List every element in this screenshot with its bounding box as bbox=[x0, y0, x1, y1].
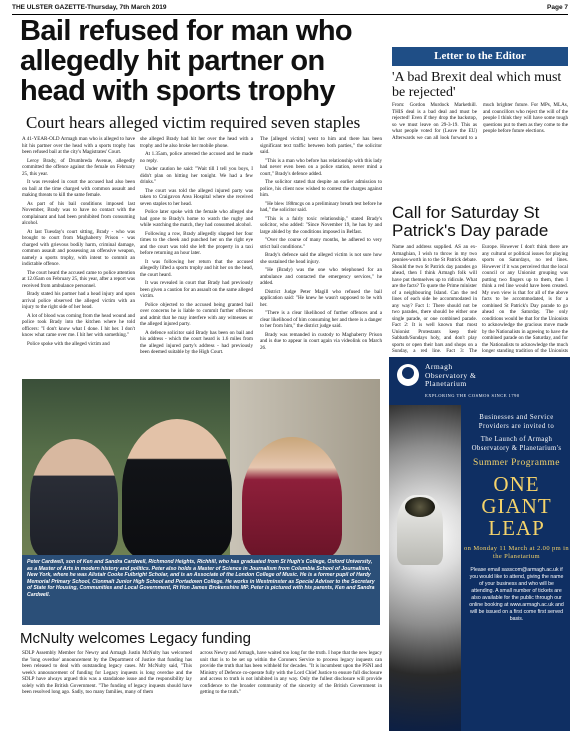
photo-person-father bbox=[30, 439, 118, 555]
advert-header bbox=[389, 357, 570, 405]
mcnulty-column-2 bbox=[200, 650, 382, 734]
advert-summer-programme: Summer Programme bbox=[473, 458, 560, 468]
letter-section-bar: Letter to the Editor bbox=[392, 47, 568, 66]
paragraph: Name and address supplied. AS an ex-Armaghian, I wish to throw in my two pennies-worth in to the St Patrick debate. Should the two St Patrick day parades go ahead, then I think Armagh folk will have put themselves up to ridicule. What are the facts? To quote the Prime minister of a neighbouring Island. Can the red lines of each side be accommodated in any way? Fact 1: There should not be two parades, there should be either one single parade, or one combined parade. Fact 2: It is well known that most Unionist Protestants keep their Sabbath/Sundays holy, and don't play sports or open their bars and shops on a Sunday, a red line. Fact 3: The bbox=[392, 244, 477, 354]
paragraph: District Judge Peter Magill who refused the bail application said: "He knew he wasn't supposed to be with her. bbox=[260, 288, 382, 308]
paragraph: A 41-YEAR-OLD Armagh man who is alleged to have hit his partner over the head with a sports trophy has been refused bail at the city's Magistrates' Court. bbox=[22, 136, 135, 155]
paper-name: THE ULSTER GAZETTE-Thursday, 7th March 2019 bbox=[12, 4, 167, 11]
org-line: Armagh bbox=[425, 362, 453, 371]
paragraph: The [alleged victim] went to him and there has been significant text traffic between both parties," the solicitor said. bbox=[260, 136, 382, 155]
paragraph: The court was told the alleged injured party was taken to Craigavon Area Hospital where she received seven staples to her head. bbox=[140, 187, 253, 207]
planetarium-advert bbox=[389, 357, 570, 731]
paragraph: It was following her return that the accused allegedly lifted a sports trophy and hit her on the head, the court heard. bbox=[140, 258, 253, 278]
advert-date: on Monday 11 March at 2.00 pm in the Planetarium bbox=[464, 545, 569, 560]
advert-slogan-line: GIANT bbox=[481, 494, 552, 518]
advert-tagline: EXPLORING THE COSMOS SINCE 1790 bbox=[425, 393, 520, 398]
advert-launch: The Launch of Armagh Observatory & Planetarium's bbox=[471, 436, 562, 452]
story-column-1 bbox=[22, 136, 135, 374]
photo-person-graduate bbox=[122, 419, 232, 555]
page-header bbox=[12, 4, 568, 14]
paragraph: Leroy Brady, of Drumbreda Avenue, allegedly committed the offence against the female on February 25, this year. bbox=[22, 157, 135, 177]
paragraph: As part of his bail conditions imposed last November, Brady was to have no contact with the complainant and had been prohibited from consuming alcohol. bbox=[22, 200, 135, 226]
paragraph: Brady's defence said the alleged victim is not sure how she sustained the head injury. bbox=[260, 252, 382, 265]
paragraph: "This is a fairly toxic relationship," stated Brady's solicitor, who added: "Since November 19, he has by and large abided by the conditions imposed in Belfast. bbox=[260, 215, 382, 235]
paragraph: Under caution he said: "Wait till I tell you boys, I didn't plan on hitting her tonight. We had a few drinks." bbox=[140, 166, 253, 185]
paragraph: At 1.35am, police arrested the accused and he made no reply. bbox=[140, 151, 253, 164]
parade-column-2 bbox=[482, 244, 568, 354]
paragraph: across Newry and Armagh, have waited too long for the truth. I hope that the new legacy unit that is to be set up within the Coroners Service to process legacy inquests can provide the truth that has been withheld for decades. "It is incumbent upon the PSNI and Ministry of Defence co-operate fully with the Lord Chief Justice to ensure full disclosure and access to truth is not inhibited in any way. Only the fullest disclosure will provide confidence to the broader community of the sincerity of the British Government in getting to the truth." bbox=[200, 650, 382, 695]
advert-slogan-line: LEAP bbox=[488, 516, 545, 540]
paragraph: A defence solicitor said Brady has been on bail and his address - which the court heard is 1.6 miles from the alleged injured party's address - had previously been deemed suitable by the High Court. bbox=[140, 329, 253, 355]
paragraph: A lot of blood was coming from the head wound and police took Brady into the kitchen where he told officers: "I don't know what I done. I hit her. I don't know what came over me. I hit her with something." bbox=[22, 312, 135, 338]
advert-invite: Businesses and Service Providers are invited to bbox=[478, 414, 555, 430]
page-number: Page 7 bbox=[547, 4, 568, 11]
paragraph: At last Tuesday's court sitting, Brady - who was brought to court from Maghaberry Prison - was charged with grievous bodily harm, criminal damage, common assault and possessing an offensive weapon, namely a sports trophy, with intent to commit an indictable offence. bbox=[22, 228, 135, 267]
org-line: Observatory & bbox=[425, 370, 477, 380]
parade-headline: Call for Saturday St Patrick's Day parade bbox=[392, 203, 549, 240]
paragraph: "There is a clear likelihood of further offences and a clear likelihood of him consuming her and there is a danger to her from him," the district judge said. bbox=[260, 310, 382, 329]
photo-person-mother bbox=[242, 437, 342, 555]
paragraph: "He blew 188mcgs on a preliminary breath test before he had," the solicitor said. bbox=[260, 200, 382, 213]
main-headline: Bail refused for man who allegedly hit partner on head with sports trophy bbox=[20, 15, 353, 107]
story-column-2 bbox=[140, 136, 253, 374]
paragraph: Europe. However I don't think there are any cultural or political issues for playing sports on Saturdays, no red lines. However if it was perceived that the local council or any Unionist grouping was putting two fingers up to them, then I think a red line would have been created. My own view is that for all of the above facts to be accommodated, is for a combined St Patrick's Day parade to go ahead on the Saturday. The only conditions would be that for the Unionists to acknowledge the gracious move made by the Nationalists in agreeing to have the combined parade on the Saturday, and for the Nationalists to acknowledge the much longer standing tradition of the Unionists bbox=[482, 244, 568, 354]
paragraph: Brady stated his partner had a head injury and upon arrival police observed the alleged victim with an injury to the right side of her head. bbox=[22, 291, 135, 310]
paragraph: "He (Brady) was the one who telephoned for an ambulance and contacted the emergency services," he added. bbox=[260, 267, 382, 286]
paragraph: Police objected to the accused being granted bail over concerns he is liable to commit further offences and admit that he may interfere with any witnesses or the alleged injured party. bbox=[140, 301, 253, 327]
paragraph: The court heard the accused came to police attention at 12.05am on February 25, this year, after a report was received from ambulance personnel. bbox=[22, 269, 135, 289]
paragraph: Police spoke with the alleged victim and bbox=[27, 340, 110, 347]
graduation-photo bbox=[22, 379, 380, 555]
paragraph: The solicitor stated that despite an earlier admission to police, his client now wished to contest the charges against him. bbox=[260, 179, 382, 198]
paragraph: Police later spoke with the female who alleged she had gone to Brady's home to watch the rugby and while watching the match, they had consumed alcohol. bbox=[140, 209, 253, 228]
advert-details: Please email sasscom@armagh.ac.uk if you would like to attend, giving the name of your business and who will be attending. A small number of tickets are also available for the public through our online booking at www.armagh.ac.uk and will be issued on a first come first served basis. bbox=[469, 567, 564, 622]
paragraph: Following a row, Brady allegedly slapped her four times to the cheek and punched her on the right eye and the court was told she left the property in a taxi before returning an hour later. bbox=[140, 230, 253, 256]
paragraph: SDLP Assembly Member for Newry and Armagh Justin McNulty has welcomed the 'long overdue' announcement by the Department of Justice that funding has been released to deal with outstanding legacy cases. Mr McNulty said, "This week's announcement of funding for Legacy inquests is long overdue and the SDLP have always argued this was a standalone issue and the responsibility lay solely with the British Government. "The funding of legacy inquests should have been resolved long ago. Sadly, too many families, many of them bbox=[22, 650, 192, 695]
advert-slogan-line: ONE bbox=[493, 472, 540, 496]
astronaut-visor bbox=[405, 497, 435, 517]
photo-caption: Peter Cardwell, son of Ken and Sandra Cardwell, Richmond Heights, Richhill, who has graduated from St Hugh's College, Oxford University, as a Master of Arts in modern history and politics. Peter also holds a Master of Science in Journalism from Columbia School of Journalism, New York, where he was Alistair Cooke Fulbright Scholar, and is an Associate of the London College of Music. He is a former pupil of Hardy Memorial Primary School, Clonmalt Junior High School and Portadown College. He works in Westminster as Special Adviser to the Secretary of State for Housing, Communities and Local Government, Rt Hon James Brokenshire MP. Peter is pictured with his parents, Ken and Sandra Cardwell. bbox=[22, 555, 380, 625]
mcnulty-column-1 bbox=[22, 650, 192, 734]
paragraph: It was revealed in court the accused had also been on bail at the time charged with common assault and making threats to kill the same female. bbox=[22, 179, 135, 198]
parade-column-1 bbox=[392, 244, 477, 354]
paragraph: she alleged Brady had hit her over the head with a trophy and he also broke her mobile phone. bbox=[140, 136, 253, 149]
main-subhead: Court hears alleged victim required seven staples bbox=[26, 113, 361, 132]
moon-image bbox=[389, 405, 461, 731]
paragraph: "This is a man who before has relationship with this lady had never even been on a police station, never mind a court," Brady's defence added. bbox=[260, 157, 382, 177]
paragraph: Brady was remanded in custody to Maghaberry Prison and is due to appear in court again via videolink on March 26. bbox=[260, 331, 382, 351]
advert-text-panel bbox=[463, 405, 570, 731]
mcnulty-headline: McNulty welcomes Legacy funding bbox=[20, 630, 251, 647]
org-line: Planetarium bbox=[425, 379, 467, 388]
paragraph: "Over the course of many months, he adhered to very strict bail conditions." bbox=[260, 237, 382, 250]
observatory-logo-icon bbox=[397, 364, 419, 386]
letter-headline: 'A bad Brexit deal which must be rejected' bbox=[392, 70, 562, 100]
paragraph: From: Gordon Murdock Markethill. THIS deal is a bad deal and must be rejected! Even if they drop the backstop, so we must leave on 29-3-19. This as what people voted for (Leave the EU) Afterwards we can all look forward to a much brighter future. For MPs, MLAs, and councillors who reject the will of the people I think they will have some tough questions put to them as they come to the people before future elections. bbox=[392, 102, 568, 141]
advert-org-name bbox=[425, 363, 565, 389]
story-column-3 bbox=[260, 136, 382, 374]
letter-body bbox=[392, 102, 568, 202]
paragraph: It was revealed in court that Brady had previously been given a caution for an assault on the same alleged victim. bbox=[140, 280, 253, 299]
